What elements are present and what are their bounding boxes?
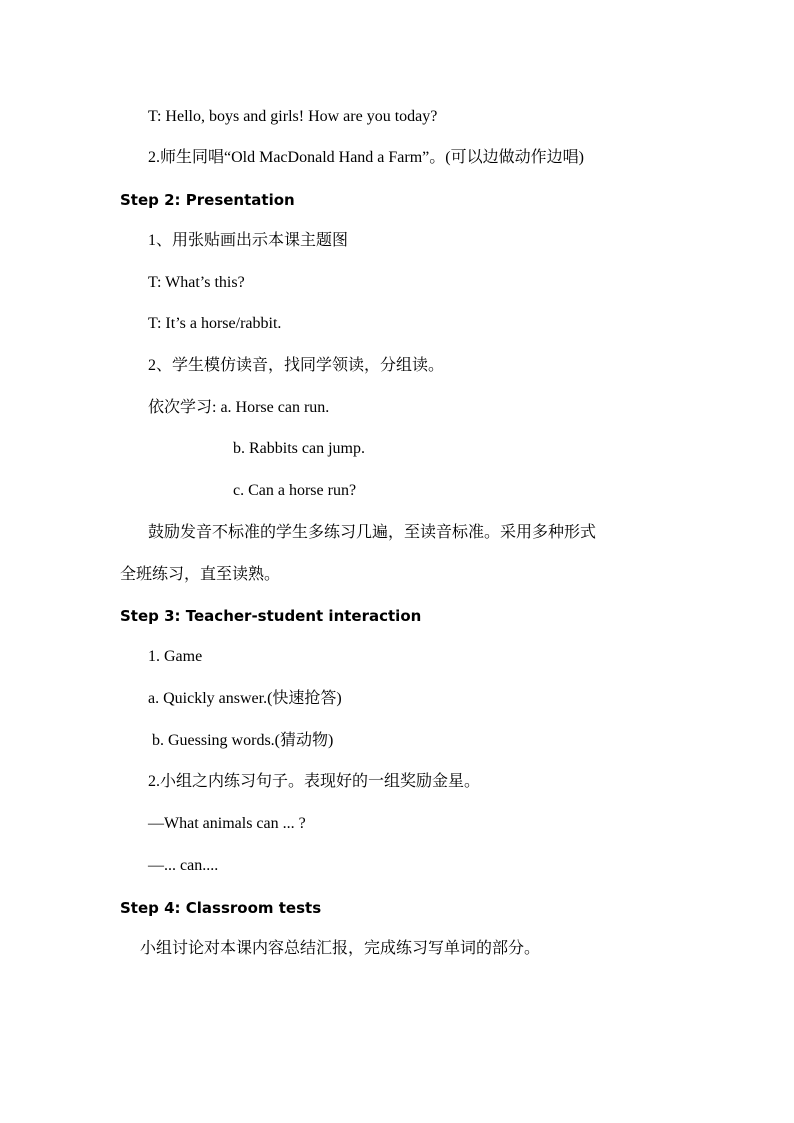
step2-heading: Step 2: Presentation [120, 191, 295, 209]
step3-heading: Step 3: Teacher-student interaction [120, 607, 422, 625]
greeting-line: T: Hello, boys and girls! How are you today? [148, 108, 438, 125]
answer-horse-rabbit: T: It’s a horse/rabbit. [148, 315, 282, 332]
encourage-line-2: 全班练习，直至读熟。 [120, 566, 281, 583]
song-line: 2.师生同唱“Old MacDonald Hand a Farm”。(可以边做动作边唱) [148, 149, 584, 166]
learn-sentence-c: c. Can a horse run? [233, 482, 357, 499]
step2-item-2: 2、学生模仿读音，找同学领读，分组读。 [148, 357, 445, 374]
game-item-b: b. Guessing words.(猜动物) [152, 732, 334, 749]
step4-text: 小组讨论对本课内容总结汇报，完成练习写单词的部分。 [140, 940, 541, 957]
dialog-question: —What animals can ... ? [148, 815, 306, 832]
step2-item-1: 1、用张贴画出示本课主题图 [148, 232, 349, 249]
learn-sentence-a: 依次学习: a. Horse can run. [148, 399, 330, 416]
dialog-answer: —... can.... [148, 857, 219, 874]
game-item-a: a. Quickly answer.(快速抢答) [148, 690, 342, 707]
learn-sentence-b: b. Rabbits can jump. [233, 440, 365, 457]
group-practice-line: 2.小组之内练习句子。表现好的一组奖励金星。 [148, 773, 481, 790]
encourage-line-1: 鼓励发音不标准的学生多练习几遍，至读音标准。采用多种形式 [148, 524, 597, 541]
game-title: 1. Game [148, 648, 203, 665]
question-whats-this: T: What’s this? [148, 274, 245, 291]
step4-heading: Step 4: Classroom tests [120, 899, 322, 917]
